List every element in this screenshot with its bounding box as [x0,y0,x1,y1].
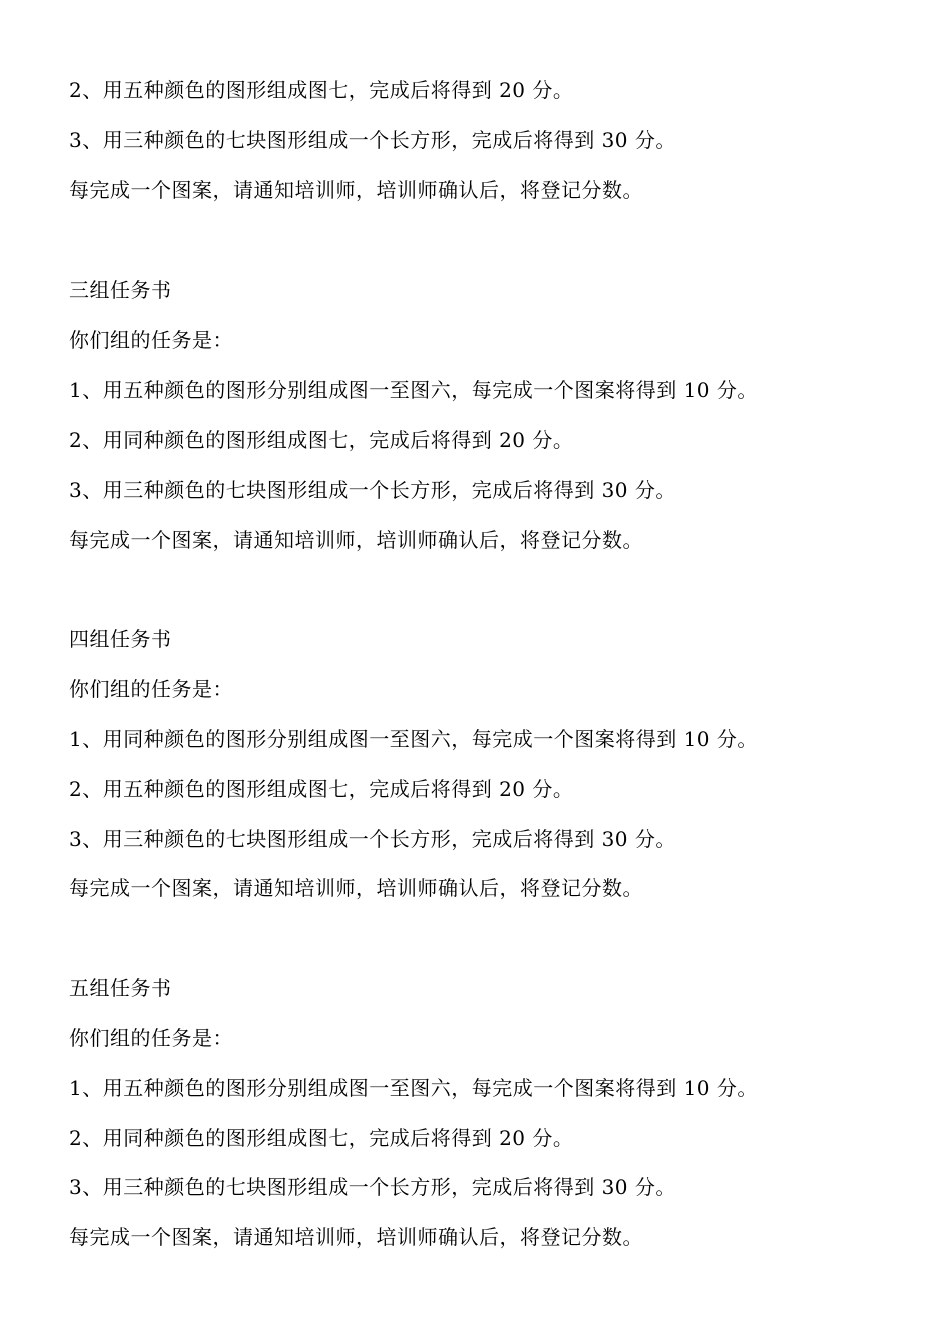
group-subtitle: 你们组的任务是： [69,677,233,701]
task-item-1: 1、用同种颜色的图形分别组成图一至图六，每完成一个图案将得到 10 分。 [69,727,758,751]
group-title: 三组任务书 [69,278,172,302]
scoring-note: 每完成一个图案，请通知培训师，培训师确认后，将登记分数。 [69,1225,643,1249]
task-item-3: 3、用三种颜色的七块图形组成一个长方形，完成后将得到 30 分。 [69,478,676,502]
task-item-3: 3、用三种颜色的七块图形组成一个长方形，完成后将得到 30 分。 [69,128,676,152]
task-item-2: 2、用同种颜色的图形组成图七，完成后将得到 20 分。 [69,1126,574,1150]
group-title: 五组任务书 [69,976,172,1000]
task-item-2: 2、用五种颜色的图形组成图七，完成后将得到 20 分。 [69,78,574,102]
task-item-2: 2、用同种颜色的图形组成图七，完成后将得到 20 分。 [69,428,574,452]
task-item-1: 1、用五种颜色的图形分别组成图一至图六，每完成一个图案将得到 10 分。 [69,1076,758,1100]
task-item-2: 2、用五种颜色的图形组成图七，完成后将得到 20 分。 [69,777,574,801]
group-subtitle: 你们组的任务是： [69,328,233,352]
scoring-note: 每完成一个图案，请通知培训师，培训师确认后，将登记分数。 [69,876,643,900]
task-item-3: 3、用三种颜色的七块图形组成一个长方形，完成后将得到 30 分。 [69,1175,676,1199]
scoring-note: 每完成一个图案，请通知培训师，培训师确认后，将登记分数。 [69,528,643,552]
scoring-note: 每完成一个图案，请通知培训师，培训师确认后，将登记分数。 [69,178,643,202]
task-item-3: 3、用三种颜色的七块图形组成一个长方形，完成后将得到 30 分。 [69,827,676,851]
group-title: 四组任务书 [69,627,172,651]
group-subtitle: 你们组的任务是： [69,1026,233,1050]
task-item-1: 1、用五种颜色的图形分别组成图一至图六，每完成一个图案将得到 10 分。 [69,378,758,402]
